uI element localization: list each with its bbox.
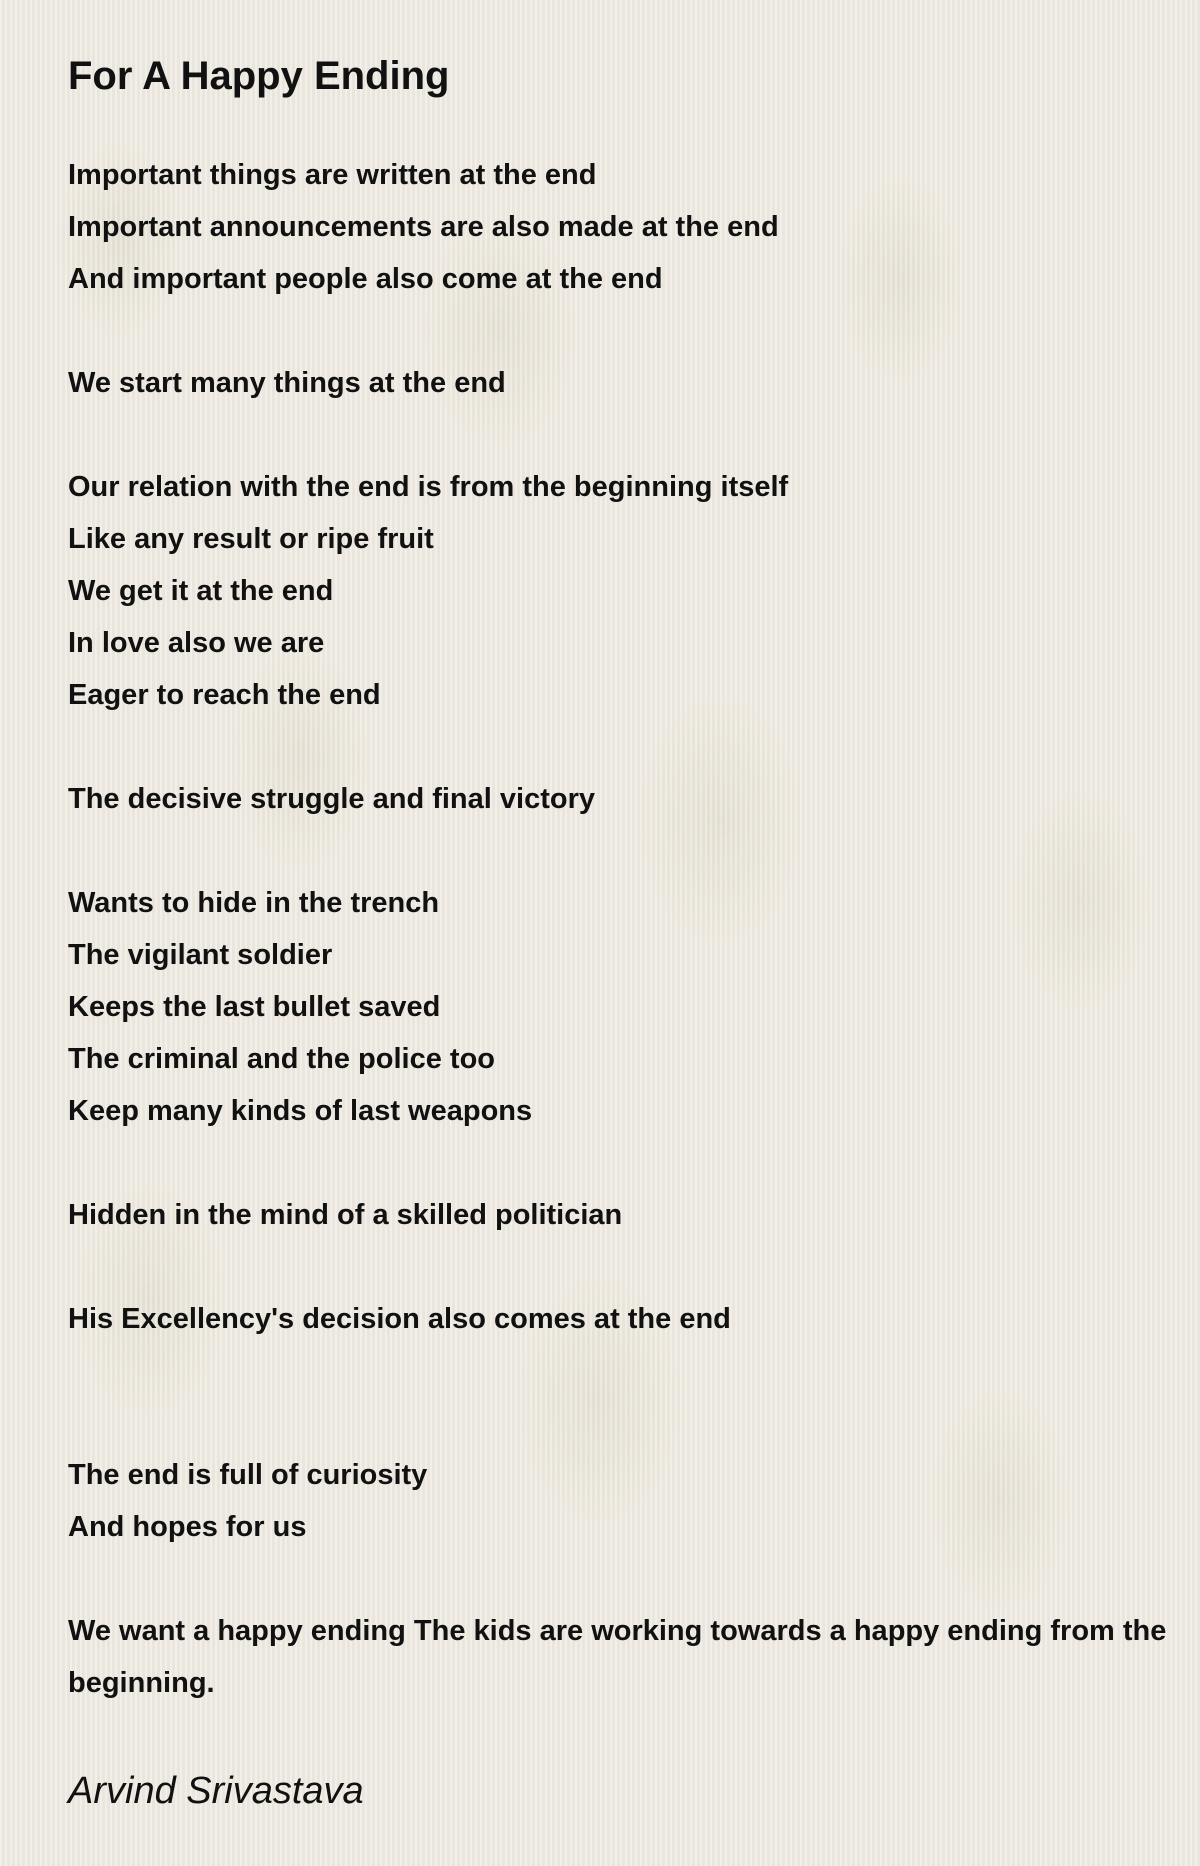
poem-line: We get it at the end (68, 575, 334, 607)
poem-line: The criminal and the police too (68, 1043, 495, 1075)
stanza (68, 1449, 1183, 1553)
stanza (68, 773, 1183, 825)
poem-title: For A Happy Ending (68, 54, 450, 98)
poem-line: The end is full of curiosity (68, 1459, 428, 1491)
stanza (68, 461, 1183, 721)
poem-line: Keep many kinds of last weapons (68, 1095, 533, 1127)
poem-line: Eager to reach the end (68, 679, 381, 711)
author-signature: Arvind Srivastava (68, 1770, 364, 1812)
poem-line: And hopes for us (68, 1511, 307, 1543)
poem-line: His Excellency's decision also comes at the end (68, 1303, 731, 1335)
poem-line: We want a happy ending The kids are working towards a happy ending from the beginning. (68, 1615, 1167, 1699)
poem-line: The decisive struggle and final victory (68, 783, 595, 815)
stanza (68, 1189, 1183, 1241)
poem-line: In love also we are (68, 627, 325, 659)
poem-line: Important announcements are also made at the end (68, 211, 779, 243)
poem-line: Our relation with the end is from the beginning itself (68, 471, 789, 503)
stanza (68, 149, 1183, 305)
poem-line: Hidden in the mind of a skilled politician (68, 1199, 623, 1231)
poem-body (68, 149, 1183, 1761)
poem-line: Wants to hide in the trench (68, 887, 440, 919)
poem-line: We start many things at the end (68, 367, 506, 399)
stanza (68, 1293, 1183, 1345)
stanza (68, 357, 1183, 409)
poem-line: The vigilant soldier (68, 939, 333, 971)
poem-line: Important things are written at the end (68, 159, 597, 191)
poem-line: Keeps the last bullet saved (68, 991, 441, 1023)
poem-line: Like any result or ripe fruit (68, 523, 434, 555)
stanza (68, 1605, 1183, 1709)
stanza (68, 877, 1183, 1137)
poem-line: And important people also come at the end (68, 263, 663, 295)
